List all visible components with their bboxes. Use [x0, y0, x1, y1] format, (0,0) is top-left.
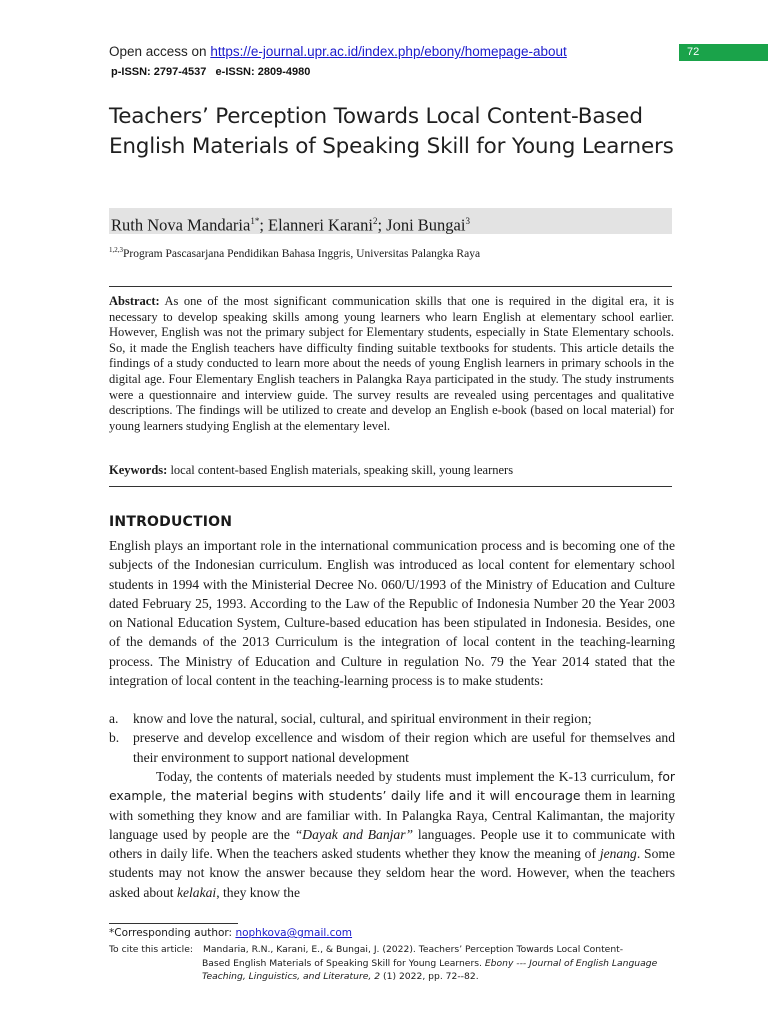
intro-paragraph-1: English plays an important role in the international communication process and is becoming one of the subjects of the Indonesian curriculum. English was introduced as local content for elementary school students in 1994 with the Ministerial Decree No. 060/U/1993 of the Ministry of Education and Culture dated February 25, 1993. According to the Law of the Republic of Indonesia Number 20 the Year 2003 on National Education System, Culture-based education has been stipulated in Indonesia. Besides, one of the demands of the 2013 Curriculum is the integration of local content in the teaching-learning process. The Ministry of Education and Culture in regulation No. 79 the Year 2014 stated that the integration of local content in the teaching-learning process is to make students: — [109, 538, 675, 689]
keywords-label: Keywords: — [109, 463, 168, 477]
author-name: Elanneri Karani — [268, 215, 373, 235]
article-title: Teachers’ Perception Towards Local Content-Based English Materials of Speaking Skill for Young Learners — [109, 104, 674, 159]
intro-list — [109, 709, 675, 767]
affiliation-text: Program Pascasarjana Pendidikan Bahasa Inggris, Universitas Palangka Raya — [123, 247, 481, 260]
open-access-label: Open access on — [109, 44, 211, 59]
cite-journal: Ebony --- Journal of English Language — [484, 957, 658, 969]
author-affil-sup: 2 — [372, 216, 378, 226]
author-name: Joni Bungai — [386, 215, 466, 235]
author-sep: ; — [259, 215, 269, 235]
journal-homepage-link[interactable]: https://e-journal.upr.ac.id/index.php/ebony/homepage-about — [210, 44, 567, 59]
affiliation-sup: 1,2,3 — [109, 246, 123, 254]
p2-term-jenang: jenang — [599, 846, 637, 862]
page-number-badge: 72 — [679, 44, 768, 61]
section-heading-introduction: INTRODUCTION — [109, 514, 233, 530]
author-affil-sup: 3 — [465, 216, 470, 226]
list-item — [109, 728, 675, 767]
intro-paragraph-2 — [109, 767, 675, 902]
affiliation — [109, 246, 480, 260]
p2-segment: Today, the contents of materials needed by students must implement the K-13 curriculum, — [156, 769, 658, 784]
author-list — [109, 208, 672, 234]
abstract-bottom-rule — [109, 486, 672, 487]
cite-issue: (1) 2022, pp. 72--82. — [380, 971, 479, 982]
author-affil-sup: 1* — [250, 216, 260, 226]
corresponding-author-note — [109, 927, 352, 939]
abstract-label: Abstract: — [109, 294, 160, 308]
cite-text: Based English Materials of Speaking Skill for Young Learners. — [202, 957, 485, 969]
p2-segment: languages. People use it to communicate with others in daily life. When the teachers asked students whether they know the meaning of — [109, 826, 675, 862]
p2-segment: , they know the — [216, 884, 301, 900]
issn-line: p-ISSN: 2797-4537 e-ISSN: 2809-4980 — [111, 66, 311, 78]
keywords-text: local content-based English materials, speaking skill, young learners — [167, 463, 514, 477]
list-marker: a. — [109, 711, 119, 726]
cite-journal: Teaching, Linguistics, and Literature, 2 — [202, 971, 381, 982]
author-sep: ; — [377, 215, 387, 235]
abstract-text: As one of the most significant communication skills that one is required in the digital era, it is necessary to develop speaking skills among young learners who learn English at elementary school earlier. However, English was not the primary subject for Elementary students, especially in State Elementary schools. So, it made the English teachers have difficulty finding suitable textbooks for students. This article details the findings of a study conducted to learn more about the needs of young English learners in primary schools in the digital age. Four Elementary English teachers in Palangka Raya participated in the study. The study instruments were a questionnaire and interview guide. The survey results are revealed using percentages and qualitative descriptions. The findings will be utilized to create and develop an English e-book (based on local material) for young learners studying English at the elementary level. — [109, 294, 674, 433]
p2-term-dayak-banjar: “Dayak and Banjar” — [294, 826, 414, 842]
list-marker: b. — [109, 730, 120, 746]
citation-note — [109, 943, 657, 984]
keywords — [109, 463, 513, 478]
corr-email-link[interactable]: nophkova@gmail.com — [235, 927, 353, 939]
abstract-top-rule — [109, 286, 672, 287]
list-item-text: preserve and develop excellence and wisdom of their region which are useful for themselves and their environment to support national development — [133, 730, 675, 765]
p2-segment-sans: for example, the material begins with students’ daily life and it will encourage — [109, 769, 675, 804]
p2-segment: them in learning with something they know and are familiar with. In Palangka Raya, Central Kalimantan, the majority language used by people are the — [109, 788, 675, 842]
footnote-rule — [109, 923, 238, 924]
author-name: Ruth Nova Mandaria — [111, 215, 251, 235]
p2-term-kelakai: kelakai — [176, 884, 217, 900]
abstract — [109, 294, 674, 434]
list-item — [109, 709, 675, 728]
cite-label: To cite this article: — [109, 944, 193, 955]
list-item-text: know and love the natural, social, cultural, and spiritual environment in their region; — [133, 711, 592, 726]
p2-segment: . Some students may not know the answer because they seldom hear the word. However, when the teachers asked about — [109, 846, 675, 900]
corr-label: *Corresponding author: — [109, 927, 236, 939]
open-access-line — [109, 44, 567, 59]
cite-text: Mandaria, R.N., Karani, E., & Bungai, J. (2022). Teachers’ Perception Towards Local Content- — [203, 944, 624, 955]
